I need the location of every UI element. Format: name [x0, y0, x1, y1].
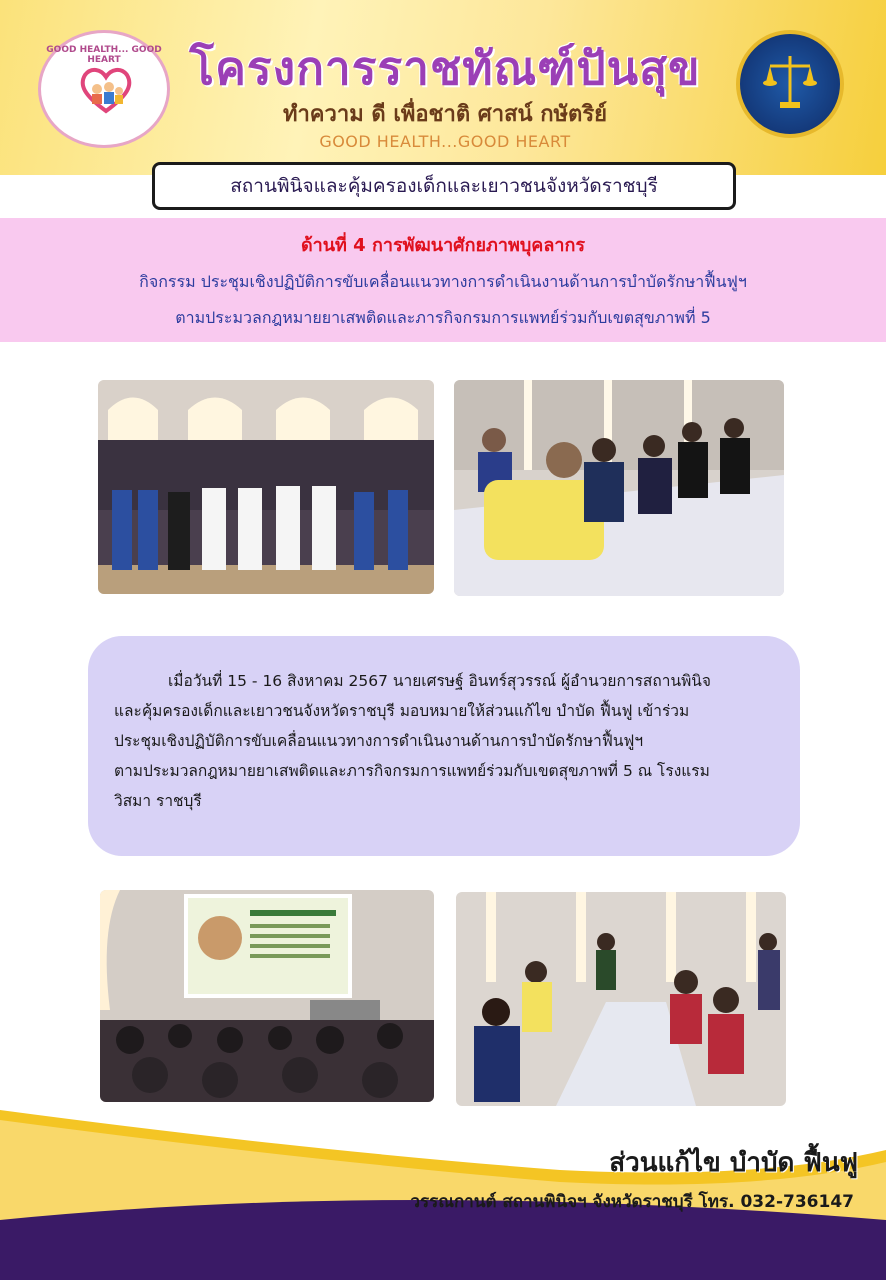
- project-slogan: GOOD HEALTH...GOOD HEART: [319, 132, 571, 151]
- footer-credit: วรรณกานต์ สถานพินิจฯ จังหวัดราชบุรี โทร. 032-736147: [410, 1192, 854, 1212]
- organization-name: สถานพินิจและคุ้มครองเด็กและเยาวชนจังหวัดราชบุรี: [152, 162, 736, 210]
- description-box: [88, 636, 800, 856]
- heart-family-icon: [79, 65, 133, 115]
- aspect-heading: ด้านที่ 4 การพัฒนาศักยภาพบุคลากร: [300, 235, 586, 256]
- good-health-logo: [38, 30, 170, 148]
- project-title: โครงการราชทัณฑ์ปันสุข: [189, 41, 701, 95]
- justice-emblem-logo: [736, 30, 844, 138]
- presentation-room-photo: [100, 890, 434, 1102]
- description-line-2: และคุ้มครองเด็กและเยาวชนจังหวัดราชบุรี มอบหมายให้ส่วนแก้ไข บำบัด ฟื้นฟู เข้าร่วม: [114, 702, 690, 720]
- description-line-5: วิสมา ราชบุรี: [114, 792, 202, 810]
- project-motto: ทำความ ดี เพื่อชาติ ศาสน์ กษัตริย์: [282, 102, 608, 127]
- description-line-3: ประชุมเชิงปฏิบัติการขับเคลื่อนแนวทางการดำเนินงานด้านการบำบัดรักษาฟื้นฟูฯ: [114, 732, 644, 750]
- activity-line-2: ตามประมวลกฎหมายยาเสพติดและภารกิจกรมการแพทย์ร่วมกับเขตสุขภาพที่ 5: [175, 308, 711, 327]
- group-photo: [98, 380, 434, 594]
- description-line-4: ตามประมวลกฎหมายยาเสพติดและภารกิจกรมการแพทย์ร่วมกับเขตสุขภาพที่ 5 ณ โรงแรม: [114, 762, 710, 780]
- footer-unit-name: ส่วนแก้ไข บำบัด ฟื้นฟู: [609, 1148, 858, 1178]
- description-line-1: เมื่อวันที่ 15 - 16 สิงหาคม 2567 นายเศรษฐ์ อินทร์สุวรรณ์ ผู้อำนวยการสถานพินิจ: [168, 672, 711, 690]
- scales-of-justice-icon: [762, 52, 818, 112]
- workshop-table-photo: [456, 892, 786, 1106]
- activity-line-1: กิจกรรม ประชุมเชิงปฏิบัติการขับเคลื่อนแนวทางการดำเนินงานด้านการบำบัดรักษาฟื้นฟูฯ: [139, 272, 747, 291]
- meeting-attendees-photo: [454, 380, 784, 596]
- logo-ring-text: GOOD HEALTH... GOOD HEART: [46, 45, 162, 65]
